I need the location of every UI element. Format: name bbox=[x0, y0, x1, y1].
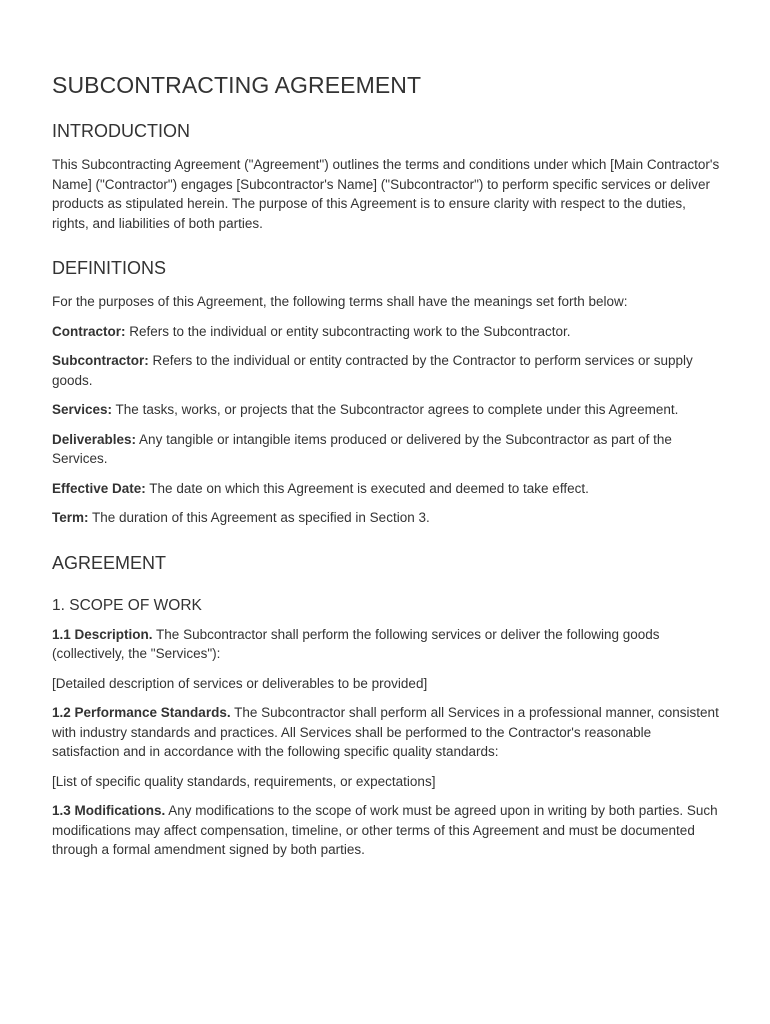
definition-term: Deliverables: bbox=[52, 431, 137, 447]
definition-term: Subcontractor: bbox=[52, 353, 149, 368]
definition-term: Effective Date: bbox=[52, 480, 146, 496]
definition-deliverables bbox=[52, 430, 722, 469]
clause-term: 1.2 Performance Standards. bbox=[52, 705, 231, 720]
clause-text: The Subcontractor shall perform the following services or deliver the following goods (collectively, the "Services"): bbox=[52, 626, 660, 661]
clause-text: The Subcontractor shall perform all Services in a professional manner, consistent with industry standards and practices. All Services shall be performed to the Contractor's reasonable satisfaction and in accordance with the following specific quality standards: bbox=[52, 705, 719, 759]
definition-services bbox=[52, 400, 722, 420]
clause-term: 1.1 Description. bbox=[52, 626, 153, 642]
clause-performance-standards bbox=[52, 703, 722, 762]
definition-text: Refers to the individual or entity contracted by the Contractor to perform services or supply goods. bbox=[52, 353, 693, 388]
clause-text: Any modifications to the scope of work must be agreed upon in writing by both parties. Such modifications may affect compensation, timeline, or other terms of this Agreement and must be documented through a formal amendment signed by both parties. bbox=[52, 803, 718, 857]
definition-term: Contractor: bbox=[52, 323, 126, 339]
definitions-heading: DEFINITIONS bbox=[52, 258, 167, 278]
definition-text: The tasks, works, or projects that the Subcontractor agrees to complete under this Agreement. bbox=[112, 402, 679, 417]
document-title: SUBCONTRACTING AGREEMENT bbox=[52, 72, 422, 98]
clause-term: 1.3 Modifications. bbox=[52, 803, 166, 818]
definition-contractor bbox=[52, 322, 722, 342]
definition-effective-date bbox=[52, 479, 722, 499]
definition-term-duration bbox=[52, 508, 722, 528]
definition-text: Any tangible or intangible items produced or delivered by the Subcontractor as part of the Services. bbox=[52, 431, 672, 466]
document-page bbox=[52, 70, 722, 870]
definition-term: Services: bbox=[52, 402, 113, 417]
scope-of-work-heading: 1. SCOPE OF WORK bbox=[52, 596, 202, 614]
introduction-heading: INTRODUCTION bbox=[52, 121, 190, 141]
introduction-text: This Subcontracting Agreement ("Agreement") outlines the terms and conditions under which [Main Contractor's Name] ("Contractor") engages [Subcontractor's Name] ("Subcontractor") to perform specific services or deliver products as stipulated herein. The purpose of this Agreement is to ensure clarity with respect to the duties, rights, and liabilities of both parties. bbox=[52, 157, 720, 231]
definition-text: The date on which this Agreement is executed and deemed to take effect. bbox=[145, 480, 589, 496]
clause-description bbox=[52, 625, 722, 664]
definition-term: Term: bbox=[52, 510, 89, 525]
clause-modifications bbox=[52, 801, 722, 860]
definition-text: The duration of this Agreement as specified in Section 3. bbox=[88, 510, 430, 525]
definition-subcontractor bbox=[52, 351, 722, 390]
performance-placeholder: [List of specific quality standards, requirements, or expectations] bbox=[52, 773, 436, 789]
description-placeholder: [Detailed description of services or deliverables to be provided] bbox=[52, 675, 428, 691]
definitions-intro: For the purposes of this Agreement, the following terms shall have the meanings set forth below: bbox=[52, 294, 628, 309]
definition-text: Refers to the individual or entity subcontracting work to the Subcontractor. bbox=[125, 323, 571, 339]
agreement-heading: AGREEMENT bbox=[52, 552, 167, 573]
